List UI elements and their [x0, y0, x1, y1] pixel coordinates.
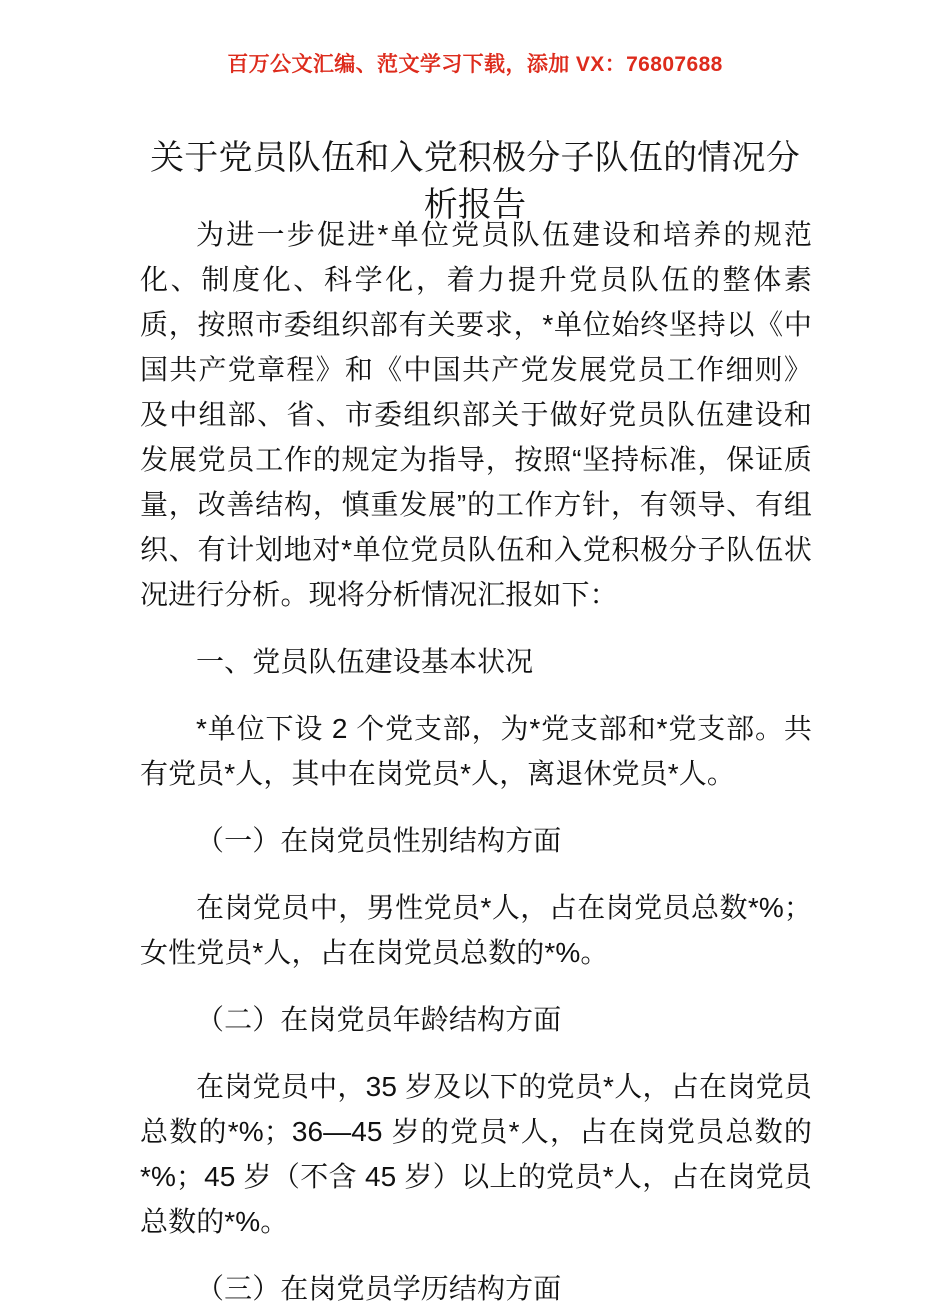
page-title: 关于党员队伍和入党积极分子队伍的情况分析报告 [150, 138, 800, 224]
promo-header-banner: 百万公文汇编、范文学习下载，添加 VX：76807688 [227, 53, 723, 76]
intro-paragraph: 为进一步促进*单位党员队伍建设和培养的规范化、制度化、科学化，着力提升党员队伍的整体素质，按照市委组织部有关要求，*单位始终坚持以《中国共产党章程》和《中国共产党发展党员工作细则》及中组部、省、市委组织部关于做好党员队伍建设和发展党员工作的规定为指导，按照“坚持标准，保证质量，改善结构，慎重发展”的工作方针，有领导、有组织、有计划地对*单位党员队伍和入党积极分子队伍状况进行分析。现将分析情况汇报如下： [140, 219, 812, 610]
subsection-1-paragraph: 在岗党员中，男性党员*人，占在岗党员总数*%；女性党员*人，占在岗党员总数的*%。 [140, 892, 812, 968]
subsection-heading-1: （一）在岗党员性别结构方面 [196, 825, 562, 856]
subsection-heading-3: （三）在岗党员学历结构方面 [196, 1273, 562, 1304]
subsection-2-paragraph: 在岗党员中，35 岁及以下的党员*人，占在岗党员总数的*%；36—45 岁的党员*人，占在岗党员总数的*%；45 岁（不含 45 岁）以上的党员*人，占在岗党员总数的*%。 [140, 1071, 812, 1237]
section-1-paragraph: *单位下设 2 个党支部，为*党支部和*党支部。共有党员*人，其中在岗党员*人，离退休党员*人。 [140, 713, 812, 789]
subsection-heading-2: （二）在岗党员年龄结构方面 [196, 1004, 562, 1035]
document-body [140, 212, 812, 1311]
section-heading-1: 一、党员队伍建设基本状况 [196, 646, 534, 677]
